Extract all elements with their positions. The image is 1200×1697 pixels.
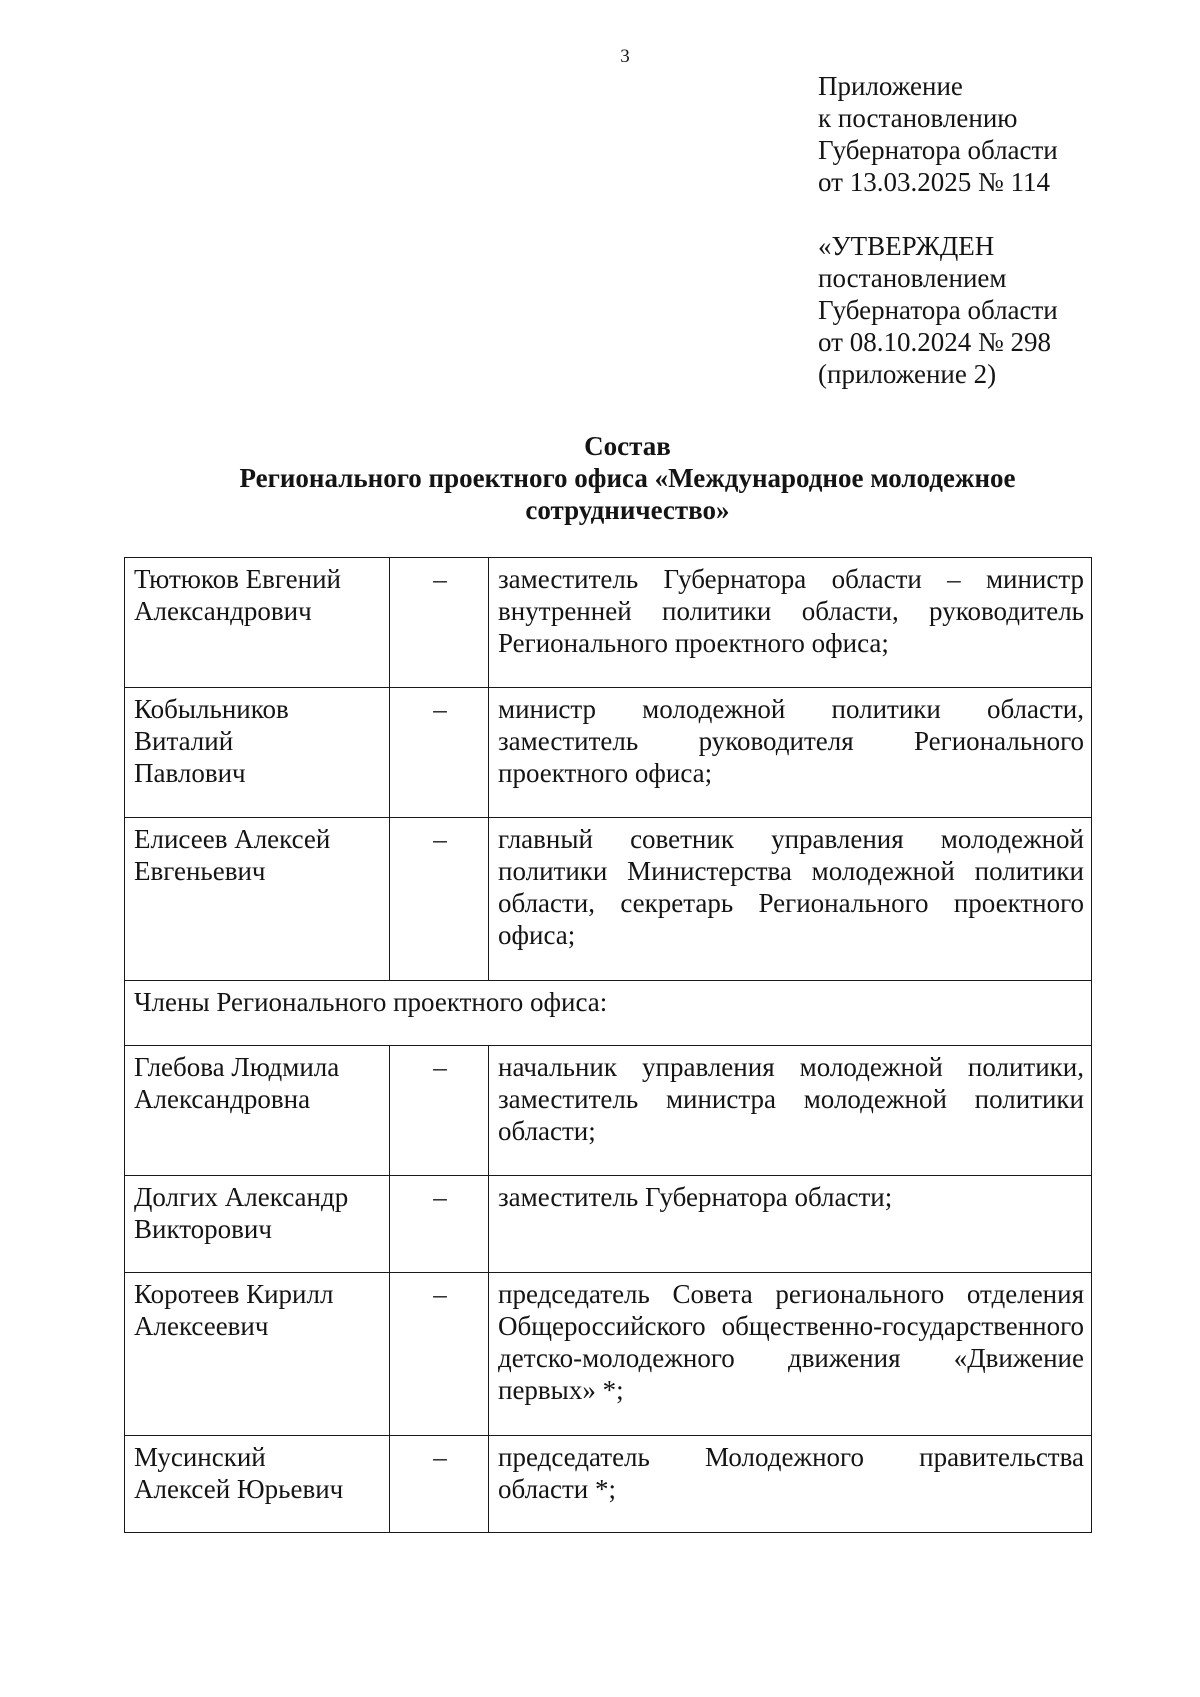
member-name [125, 1046, 390, 1176]
name-line: Мусинский [134, 1442, 266, 1472]
approved-line: «УТВЕРЖДЕН [818, 231, 995, 261]
table-row [125, 1176, 1092, 1273]
name-line: Евгеньевич [134, 856, 266, 886]
dash: – [390, 1046, 489, 1176]
document-title [125, 430, 1130, 526]
name-line: Викторович [134, 1214, 272, 1244]
table-row [125, 688, 1092, 818]
member-position: главный советник управления молодежной политики Министерства молодежной политики области, секретарь Регионального проектного офиса; [489, 818, 1092, 981]
approved-line: Губернатора области [818, 295, 1058, 325]
dash: – [390, 688, 489, 818]
appendix-line: к постановлению [818, 103, 1018, 133]
table-row [125, 1273, 1092, 1436]
member-name [125, 1273, 390, 1436]
composition-table [124, 557, 1092, 1533]
name-line: Александрович [134, 596, 312, 626]
name-line: Александровна [134, 1084, 311, 1114]
approved-line: от 08.10.2024 № 298 [818, 327, 1051, 357]
dash: – [390, 818, 489, 981]
member-position: заместитель Губернатора области – министр внутренней политики области, руководитель Регионального проектного офиса; [489, 558, 1092, 688]
member-name [125, 1436, 390, 1533]
approved-line: (приложение 2) [818, 359, 997, 389]
member-name [125, 558, 390, 688]
appendix-line: Приложение [818, 71, 963, 101]
name-line: Долгих Александр [134, 1182, 349, 1212]
table-row [125, 1046, 1092, 1176]
table-row [125, 558, 1092, 688]
name-line: Виталий [134, 726, 234, 756]
dash: – [390, 1176, 489, 1273]
name-line: Тютюков Евгений [134, 564, 341, 594]
table-row [125, 1436, 1092, 1533]
name-line: Елисеев Алексей [134, 824, 331, 854]
name-line: Алексеевич [134, 1311, 269, 1341]
name-line: Глебова Людмила [134, 1052, 340, 1082]
title-line-2: Регионального проектного офиса «Международное молодежное [239, 463, 1016, 493]
name-line: Кобыльников [134, 694, 289, 724]
member-position: начальник управления молодежной политики, заместитель министра молодежной политики области; [489, 1046, 1092, 1176]
approved-line: постановлением [818, 263, 1007, 293]
title-line-1: Состав [584, 431, 671, 461]
table-row [125, 818, 1092, 981]
name-line: Алексей Юрьевич [134, 1474, 344, 1504]
page-number: 3 [620, 46, 630, 67]
name-line: Павлович [134, 758, 246, 788]
member-position: министр молодежной политики области, заместитель руководителя Регионального проектного офиса; [489, 688, 1092, 818]
member-name [125, 688, 390, 818]
title-line-3: сотрудничество» [525, 495, 730, 525]
dash: – [390, 1273, 489, 1436]
approval-stamp-text [818, 230, 1058, 390]
members-heading: Члены Регионального проектного офиса: [125, 981, 1092, 1046]
member-position: председатель Совета регионального отделения Общероссийского общественно-государственного детско-молодежного движения «Движение первых» *; [489, 1273, 1092, 1436]
member-name [125, 818, 390, 981]
table-row [125, 981, 1092, 1046]
dash: – [390, 1436, 489, 1533]
member-position: заместитель Губернатора области; [489, 1176, 1092, 1273]
appendix-line: от 13.03.2025 № 114 [818, 167, 1050, 197]
appendix-line: Губернатора области [818, 135, 1058, 165]
member-name [125, 1176, 390, 1273]
name-line: Коротеев Кирилл [134, 1279, 334, 1309]
member-position: председатель Молодежного правительства области *; [489, 1436, 1092, 1533]
appendix-header [818, 70, 1058, 198]
dash: – [390, 558, 489, 688]
